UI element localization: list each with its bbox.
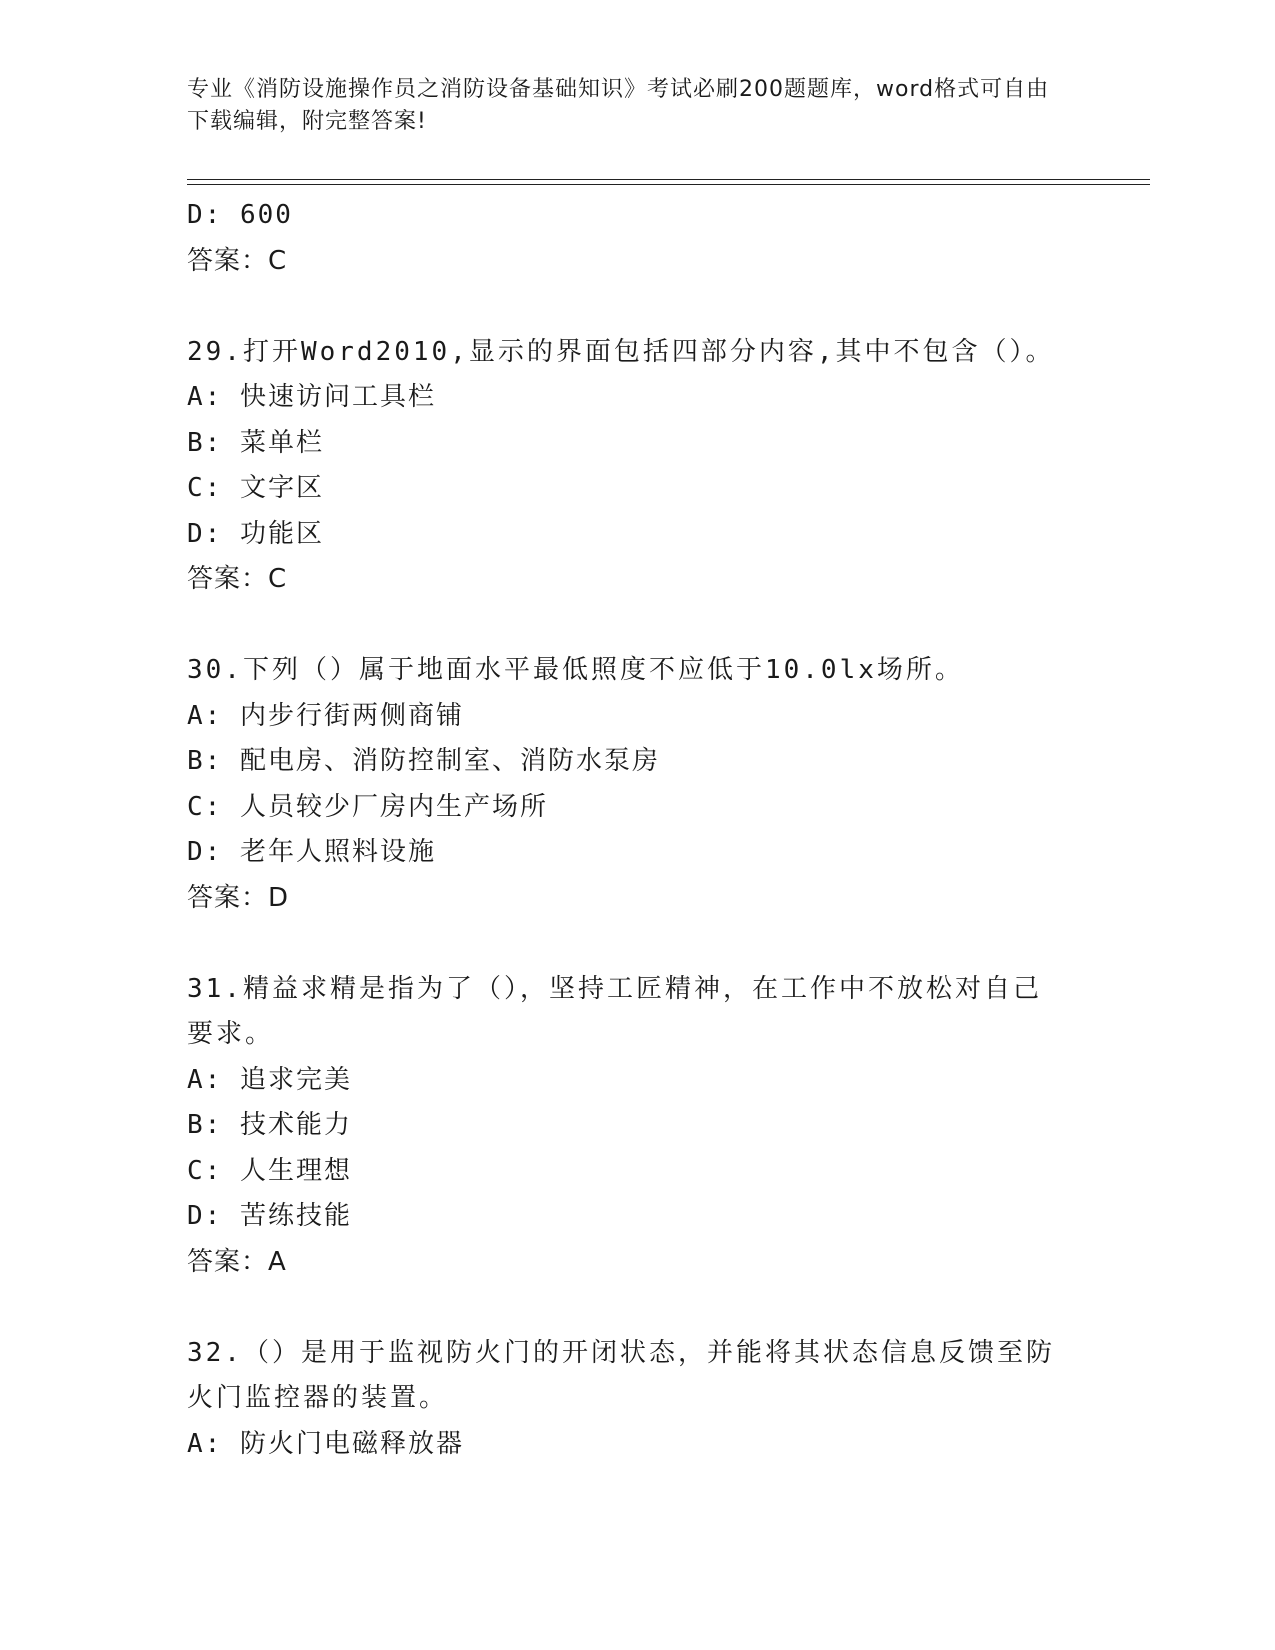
question-stem: 30.下列（）属于地面水平最低照度不应低于10.0lx场所。	[187, 655, 964, 685]
option-d: D: 苦练技能	[187, 1201, 352, 1231]
option-c: C: 人员较少厂房内生产场所	[187, 791, 548, 822]
question-32	[187, 1331, 1087, 1468]
question-stem: 32.（）是用于监视防火门的开闭状态，并能将其状态信息反馈至防火门监控器的装置。	[187, 1337, 1055, 1413]
option-a: A: 内步行街两侧商铺	[187, 700, 464, 731]
option-c: C: 人生理想	[187, 1155, 352, 1186]
option-d: D: 600	[187, 200, 293, 230]
question-stem: 31.精益求精是指为了（），坚持工匠精神，在工作中不放松对自己要求。	[187, 973, 1042, 1049]
answer-line: 答案：C	[187, 564, 288, 594]
question-stem: 29.打开Word2010,显示的界面包括四部分内容,其中不包含（）。	[187, 336, 1055, 367]
answer-line: 答案：D	[187, 882, 290, 913]
header-divider-bottom	[187, 184, 1150, 185]
answer-line: 答案：C	[187, 245, 288, 276]
option-a: A: 追求完美	[187, 1064, 352, 1095]
option-b: B: 菜单栏	[187, 427, 324, 458]
question-list	[187, 193, 1087, 1467]
question-31	[187, 967, 1087, 1286]
option-b: B: 技术能力	[187, 1110, 352, 1140]
option-a: A: 防火门电磁释放器	[187, 1428, 464, 1459]
question-30	[187, 648, 1087, 921]
option-b: B: 配电房、消防控制室、消防水泵房	[187, 746, 660, 776]
option-d: D: 功能区	[187, 518, 324, 549]
header-divider-top	[187, 179, 1150, 180]
answer-line: 答案：A	[187, 1246, 287, 1277]
page-header: 专业《消防设施操作员之消防设备基础知识》考试必刷200题题库，word格式可自由下载编辑，附完整答案!	[187, 77, 1050, 134]
option-a: A: 快速访问工具栏	[187, 382, 436, 412]
option-c: C: 文字区	[187, 473, 324, 503]
question-29	[187, 330, 1087, 603]
option-d: D: 老年人照料设施	[187, 837, 436, 867]
